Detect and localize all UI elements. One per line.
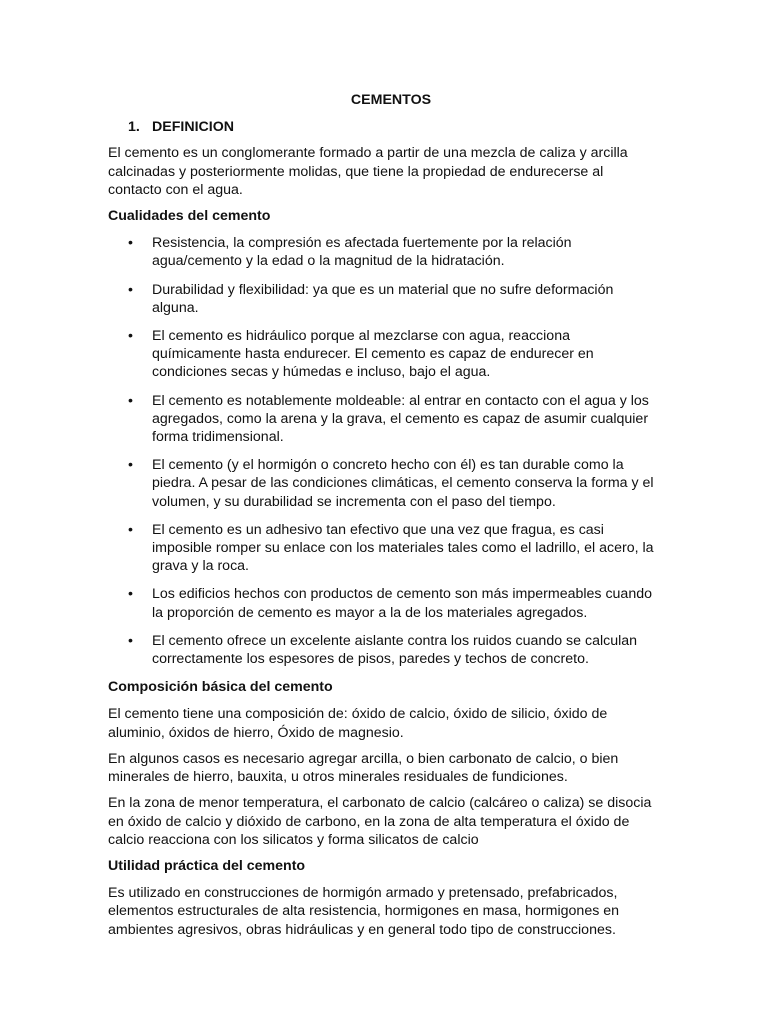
list-item-text: Los edificios hechos con productos de cemento son más impermeables cuando la proporción de cemento es mayor a la de los materiales agregados. bbox=[152, 586, 652, 621]
list-item-text: El cemento es notablemente moldeable: al entrar en contacto con el agua y los agregados, como la arena y la grava, el cemento es capaz de asumir cualquier forma tridimensional. bbox=[152, 392, 649, 446]
composition-paragraph: En algunos casos es necesario agregar arcilla, o bien carbonato de calcio, o bien minerales de hierro, bauxita, u otros minerales residuales de fundiciones. bbox=[108, 750, 619, 786]
section-number: 1. bbox=[128, 119, 140, 136]
list-item bbox=[108, 392, 660, 447]
list-item bbox=[108, 632, 660, 668]
composition-paragraph: El cemento tiene una composición de: óxido de calcio, óxido de silicio, óxido de aluminio, óxidos de hierro, Óxido de magnesio. bbox=[108, 706, 608, 741]
list-item bbox=[108, 585, 660, 621]
utility-heading: Utilidad práctica del cemento bbox=[108, 857, 306, 874]
bullet-icon: • bbox=[128, 392, 133, 409]
bullet-icon: • bbox=[128, 632, 133, 649]
list-item bbox=[108, 521, 660, 576]
composition-heading: Composición básica del cemento bbox=[108, 679, 333, 696]
qualities-heading: Cualidades del cemento bbox=[108, 208, 271, 225]
document-title: CEMENTOS bbox=[350, 92, 432, 108]
list-item bbox=[108, 281, 660, 317]
bullet-icon: • bbox=[128, 235, 133, 252]
list-item-text: Resistencia, la compresión es afectada fuertemente por la relación agua/cemento y la edad o la magnitud de la hidratación. bbox=[152, 235, 572, 270]
list-item-text: El cemento ofrece un excelente aislante contra los ruidos cuando se calculan correctamente los espesores de pisos, paredes y techos de concreto. bbox=[152, 632, 638, 668]
list-item-text: El cemento (y el hormigón o concreto hecho con él) es tan durable como la piedra. A pesar de las condiciones climáticas, el cemento conserva la forma y el volumen, y su durabilidad se incrementa con el paso del tiempo. bbox=[152, 457, 654, 510]
composition-paragraph: En la zona de menor temperatura, el carbonato de calcio (calcáreo o caliza) se disocia en óxido de calcio y dióxido de carbono, en la zona de alta temperatura el óxido de calcio reacciona con los silicatos y forma silicatos de calcio bbox=[108, 795, 652, 848]
bullet-icon: • bbox=[128, 521, 133, 538]
list-item-text: Durabilidad y flexibilidad: ya que es un material que no sufre deformación alguna. bbox=[152, 281, 614, 316]
list-item bbox=[108, 234, 660, 270]
section-heading-text: DEFINICION bbox=[152, 119, 234, 136]
list-item-text: El cemento es hidráulico porque al mezclarse con agua, reacciona químicamente hasta endurecer. El cemento es capaz de endurecer en condiciones secas y húmedas e incluso, bajo el agua. bbox=[152, 328, 594, 381]
list-item bbox=[108, 327, 660, 382]
bullet-icon: • bbox=[128, 328, 133, 345]
utility-paragraph: Es utilizado en construcciones de hormigón armado y pretensado, prefabricados, elementos estructurales de alta resistencia, hormigones en masa, hormigones en ambientes agresivos, obras hidráulicas y en general todo tipo de construcciones. bbox=[108, 885, 620, 938]
bullet-icon: • bbox=[128, 457, 133, 474]
list-item-text: El cemento es un adhesivo tan efectivo que una vez que fragua, es casi imposible romper su enlace con los materiales tales como el ladrillo, el acero, la grava y la roca. bbox=[152, 521, 654, 575]
bullet-icon: • bbox=[128, 586, 133, 603]
list-item bbox=[108, 456, 660, 511]
definition-paragraph: El cemento es un conglomerante formado a partir de una mezcla de caliza y arcilla calcinadas y posteriormente molidas, que tiene la propiedad de endurecerse al contacto con el agua. bbox=[108, 145, 628, 198]
qualities-list bbox=[108, 234, 660, 668]
section-heading-definicion bbox=[108, 118, 660, 136]
bullet-icon: • bbox=[128, 281, 133, 298]
